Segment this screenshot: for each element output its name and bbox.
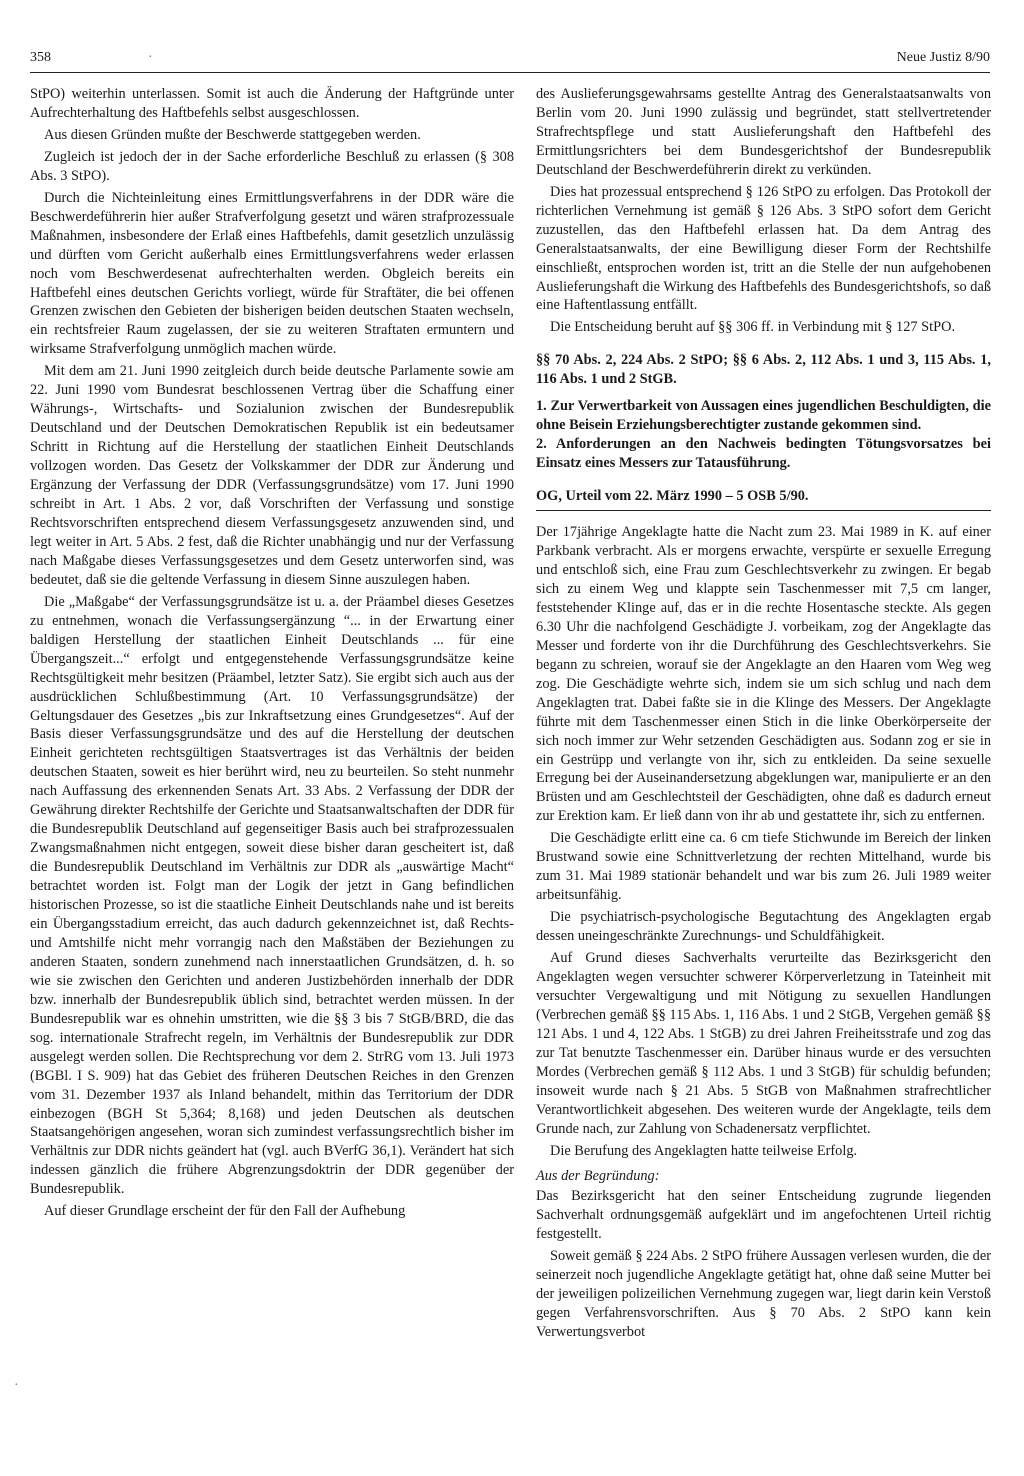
norms-heading: §§ 70 Abs. 2, 224 Abs. 2 StPO; §§ 6 Abs. 2, 112 Abs. 1 und 3, 115 Abs. 1, 116 Abs. 1 und 2 StGB.: [536, 352, 991, 388]
paragraph: Die Geschädigte erlitt eine ca. 6 cm tiefe Stichwunde im Bereich der linken Brustwand sowie eine Schnittverletzung der rechten Mittelhand, wurde bis zum 31. Mai 1989 stationär behandelt und war bis zum 26. Juli 1989 weiter arbeitsunfähig.: [536, 830, 991, 904]
paragraph: Das Bezirksgericht hat den seiner Entscheidung zugrunde liegenden Sachverhalt ordnungsgemäß aufgeklärt und im angefochtenen Urteil richtig festgestellt.: [536, 1188, 991, 1243]
paragraph: Durch die Nichteinleitung eines Ermittlungsverfahrens in der DDR wäre die Beschwerdeführerin hier außer Strafverfolgung gesetzt und wären strafprozessuale Maßnahmen, insbesondere der Erlaß eines Haftbefehls, damit gesetzlich unzulässig und dürften vom Gericht außerhalb eines Ermittlungsverfahrens weder erlassen noch vom Beschwerdesenat aufrechterhalten werden. Obgleich bereits ein Haftbefehl eines deutschen Gerichts vorliegt, würde für Straftäter, die bei offenen Grenzen zwischen den Gebieten der bisherigen beiden deutschen Staaten wechseln, ein rechtsfreier Raum zugelassen, der sie zu weiteren Straftaten ermuntern und wirksame Strafverfolgung unmöglich machen würde.: [30, 189, 514, 358]
scan-speck: ·: [14, 1378, 19, 1393]
paragraph: Die Berufung des Angeklagten hatte teilweise Erfolg.: [550, 1142, 858, 1159]
paragraph: Zugleich ist jedoch der in der Sache erforderliche Beschluß zu erlassen (§ 308 Abs. 3 StPO).: [30, 148, 514, 184]
paragraph: Mit dem am 21. Juni 1990 zeitgleich durch beide deutsche Parlamente sowie am 22. Juni 1990 vom Bundesrat beschlossenen Vertrag über die Schaffung einer Währungs-, Wirtschafts- und Sozialunion zwischen der Bundesrepublik Deutschland und der Deutschen Demokratischen Republik ist ein bedeutsamer Schritt in Richtung auf die Herstellung der staatlichen Einheit Deutschlands vollzogen worden. Das Gesetz der Volkskammer der DDR zur Änderung und Ergänzung der Verfassung der DDR (Verfassungsgrundsätze) vom 17. Juni 1990 schreibt in Art. 1 Abs. 2 vor, daß Vorschriften der Verfassung und sonstige Rechtsvorschriften entsprechend diesem Verfassungsgesetz anzuwenden sind, und legt weiter in Art. 5 Abs. 2 fest, daß die Richter unabhängig und nur der Verfassung nach Maßgabe dieses Verfassungsgesetzes und dem Gesetz unterworfen sind, was bedeutet, daß sie die geltende Verfassung in diesem Sinne auszulegen haben.: [30, 363, 514, 588]
reasons-heading: Aus der Begründung:: [536, 1167, 660, 1184]
paragraph: Der 17jährige Angeklagte hatte die Nacht zum 23. Mai 1989 in K. auf einer Parkbank verbracht. Als er morgens erwachte, verspürte er sexuelle Erregung und entschloß sich, eine Frau zum Geschlechtsverkehr zu zwingen. Er begab sich zu einem Weg und klappte sein Taschenmesser mit 7,5 cm langer, feststehender Klinge auf, das er in die rechte Hosentasche steckte. Als gegen 6.30 Uhr die nachfolgend Geschädigte J. vorbeikam, zog der Angeklagte das Messer und forderte von ihr die Durchführung des Geschlechtsverkehrs. Sie begann zu schreien, worauf sie der Angeklagte an den Haaren vom Weg weg zog. Die Geschädigte wehrte sich, indem sie um sich schlug und nach dem Angeklagten trat. Dabei faßte sie in die Klinge des Messers. Der Angeklagte führte mit dem Taschenmesser einen Stich in die linke Oberkörperseite der sich noch immer zur Wehr setzenden Geschädigten aus. Sodann zog er sie in ein Gestrüpp und verlangte von ihr, sich zu entkleiden. Da seine sexuelle Erregung bei der Auseinandersetzung abgeklungen war, manipulierte er an den Brüsten und am Geschlechtsteil der Geschädigten, ohne daß es dadurch erneut zur Erektion kam. Er ließ dann von ihr ab und gestattete ihr, sich zu entfernen.: [536, 524, 991, 825]
paragraph: Die psychiatrisch-psychologische Begutachtung des Angeklagten ergab dessen uneingeschränkte Zurechnungs- und Schuldfähigkeit.: [536, 909, 991, 945]
paragraph: des Auslieferungsgewahrsams gestellte Antrag des Generalstaatsanwalts von Berlin vom 20. Juni 1990 zulässig und begründet, statt stellvertretender Strafrechtspflege und statt Auslieferungshaft den Haftbefehl des Ermittlungsrichters bei dem Bundesgerichtshof der Bundesrepublik Deutschland der Beschwerdeführerin direkt zu verkünden.: [536, 86, 991, 178]
court-decision-line: OG, Urteil vom 22. März 1990 – 5 OSB 5/90.: [536, 487, 991, 511]
page-header: [30, 50, 990, 73]
paragraph: Dies hat prozessual entsprechend § 126 StPO zu erfolgen. Das Protokoll der richterlichen Vernehmung ist gemäß § 126 Abs. 3 StPO sofort dem Gericht zuzustellen, das den Haftbefehl erlassen hat. Da dem Antrag des Generalstaatsanwalts, der eine Bewilligung dieser Form der Rechtshilfe einschließt, entsprochen worden ist, tritt an die Stelle der nun aufgehobenen Auslieferungshaft die Wirkung des Haftbefehls des Bundesgerichtshofs, so daß eine Haftentlassung entfällt.: [536, 183, 991, 314]
paragraph: Aus diesen Gründen mußte der Beschwerde stattgegeben werden.: [44, 126, 421, 143]
scan-speck: ·: [148, 50, 153, 65]
paragraph: Auf dieser Grundlage erscheint der für den Fall der Aufhebung: [44, 1203, 406, 1220]
left-column: [30, 85, 514, 1224]
right-column: [536, 85, 991, 1345]
headnote-2: 2. Anforderungen an den Nachweis bedingten Tötungsvorsatzes bei Einsatz eines Messers zur Tatausführung.: [536, 436, 991, 472]
paragraph: Soweit gemäß § 224 Abs. 2 StPO frühere Aussagen verlesen wurden, die der seinerzeit noch jugendliche Angeklagte getätigt hat, ohne daß seine Mutter bei der jeweiligen polizeilichen Vernehmung zugegen war, liegt darin kein Verstoß gegen Verfahrensvorschriften. Aus § 70 Abs. 2 StPO kann kein Verwertungsverbot: [536, 1248, 991, 1341]
paragraph: Auf Grund dieses Sachverhalts verurteilte das Bezirksgericht den Angeklagten wegen versuchter schwerer Körperverletzung in Tateinheit mit versuchter Vergewaltigung und mit Nötigung zu sexuellen Handlungen (Verbrechen gemäß §§ 115 Abs. 1, 116 Abs. 1 und 2 StGB, Vergehen gemäß §§ 121 Abs. 1 und 4, 122 Abs. 1 StGB) zu drei Jahren Freiheitsstrafe und zog das zur Tat benutzte Taschenmesser ein. Darüber hinaus wurde er des versuchten Mordes (Verbrechen gemäß § 112 Abs. 1 und 3 StGB) für schuldig befunden; insoweit wurde nach § 21 Abs. 5 StGB von Maßnahmen strafrechtlicher Verantwortlichkeit abgesehen. Des weiteren wurde der Angeklagte, teils dem Grunde nach, zur Zahlung von Schadenersatz verpflichtet.: [536, 950, 991, 1137]
paragraph: StPO) weiterhin unterlassen. Somit ist auch die Änderung der Haftgründe unter Aufrechterhaltung des Haftbefehls selbst ausgeschlossen.: [30, 86, 514, 121]
journal-title: Neue Justiz 8/90: [896, 50, 990, 65]
paragraph: Die „Maßgabe“ der Verfassungsgrundsätze ist u. a. der Präambel dieses Gesetzes zu entnehmen, wonach die Verfassungsergänzung “... in der Erwartung einer baldigen Herstellung der staatlichen Einheit Deutschlands ... für eine Übergangszeit...“ erfolgt und entgegenstehende Verfassungsgrundsätze keine Rechtsgültigkeit mehr besitzen (Präambel, letzter Satz). Sie ergibt sich auch aus der ausdrücklichen Schlußbestimmung (Art. 10 Verfassungsgrundsätze) der Geltungsdauer des Gesetzes „bis zur Inkraftsetzung eines Grundgesetzes“. Auf der Basis dieser Verfassungsgrundsätze und des auf die Herstellung der deutschen Einheit gerichteten rechtsgültigen Staatsvertrages ist das Verhältnis der beiden deutschen Staaten, soweit es hier berührt wird, neu zu beurteilen. So steht nunmehr nach Auffassung des erkennenden Senats Art. 33 Abs. 2 Verfassung der DDR der Gewährung direkter Rechtshilfe der Gerichte und Staatsanwaltschaften der DDR für die Bundesrepublik Deutschland auf gegenseitiger Basis auch bei strafprozessualen Zwangsmaßnahmen nicht entgegen, soweit diese bisher daran gescheitert ist, daß die Bundesrepublik Deutschland im Verhältnis zur DDR als „auswärtige Macht“ betrachtet worden ist. Folgt man der Logik der jetzt in Gang befindlichen historischen Prozesse, so ist die staatliche Einheit Deutschlands nahe und ist bereits ein Übergangsstadium erreicht, das auch dadurch gekennzeichnet ist, daß Rechts- und Amtshilfe nicht mehr vorrangig nach den Maßstäben der Beziehungen zu anderen Staaten, sondern zunehmend nach innerstaatlichen Grundsätzen, d. h. so wie sie zwischen den Gerichten und anderen Justizbehörden innerhalb der DDR bzw. innerhalb der Bundesrepublik üblich sind, betrachtet werden müssen. In der Bundesrepublik war es ohnehin umstritten, wie die §§ 3 bis 7 StGB/BRD, die das sog. internationale Strafrecht regeln, im Verhältnis der Bundesrepublik zur DDR ausgelegt werden sollen. Die Rechtsprechung vor dem 2. StrRG vom 13. Juli 1973 (BGBl. I S. 909) hat das Gebiet des früheren Deutschen Reiches in den Grenzen vom 31. Dezember 1937 als Inland behandelt, mithin das Territorium der DDR einbezogen (BGH St 5,364; 8,168) und jeden Deutschen als deutschen Staatsangehörigen angesehen, woran sich zumindest verfassungsrechtlich bisher im Verhältnis zur DDR nichts geändert hat (vgl. auch BVerfG 36,1). Verändert hat sich indessen gänzlich die frühere Abgrenzungsdoktrin der DDR gegenüber der Bundesrepublik.: [30, 593, 514, 1198]
page-number: 358: [30, 50, 51, 65]
paragraph: Die Entscheidung beruht auf §§ 306 ff. in Verbindung mit § 127 StPO.: [550, 319, 956, 336]
headnote-1: 1. Zur Verwertbarkeit von Aussagen eines jugendlichen Beschuldigten, die ohne Beisein Erziehungsberechtigter zustande gekommen sind.: [536, 398, 991, 434]
